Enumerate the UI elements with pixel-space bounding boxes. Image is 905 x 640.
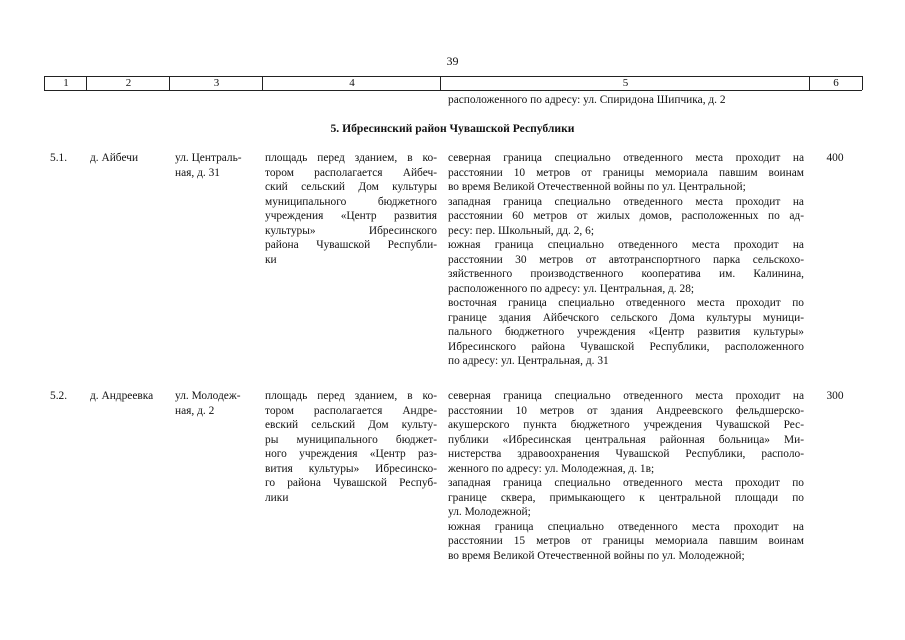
- boundary-line: расстоянии 10 метров от границы мемориала павшим воинам: [448, 166, 804, 179]
- boundary-line: по адресу: ул. Центральная, д. 31: [448, 355, 609, 367]
- boundary-line: во время Великой Отечественной войны по ул. Молодежной;: [448, 549, 745, 562]
- row-number: 5.1.: [50, 152, 68, 164]
- boundary-line: расположенного по адресу: ул. Центральная, д. 28;: [448, 282, 695, 295]
- column-header-3: 3: [169, 76, 263, 90]
- boundary-line: границе здания Айбечского сельского Дома культуры муници-: [448, 311, 804, 324]
- boundary-line: расстоянии 10 метров от здания Андреевского фельдшерско-: [448, 404, 804, 417]
- place-line: площадь перед зданием, в ко-: [265, 152, 437, 164]
- settlement-name: д. Андреевка: [90, 390, 154, 402]
- place-description-cell: [265, 389, 437, 505]
- place-description-cell: [265, 151, 437, 267]
- place-line: лики: [265, 491, 289, 504]
- place-line: района Чувашской Республи-: [265, 239, 437, 251]
- address-cell: [175, 151, 260, 180]
- place-line: го района Чувашской Респуб-: [265, 477, 437, 489]
- place-line: тором располагается Айбеч-: [265, 166, 437, 179]
- boundary-line: Ибресинского района Чувашской Республики, расположенного: [448, 340, 804, 353]
- header-rule-bottom: [44, 90, 862, 91]
- boundary-line: расстоянии 15 метров от границы мемориала павшим воинам: [448, 535, 804, 547]
- place-line: ки: [265, 253, 277, 266]
- boundary-line: южная граница специально отведенного места проходит на: [448, 239, 804, 251]
- place-line: учреждения «Центр развития: [265, 210, 437, 222]
- column-header-6: 6: [809, 76, 863, 90]
- boundary-line: ул. Молодежной;: [448, 506, 531, 518]
- boundary-line: зяйственного производственного кооператива им. Калинина,: [448, 268, 804, 280]
- boundary-line: расстоянии 30 метров от автотранспортного парка сельскохо-: [448, 253, 804, 266]
- boundary-line: публики «Ибресинская центральная районная больница» Ми-: [448, 433, 804, 446]
- boundary-line: женного по адресу: ул. Молодежная, д. 1в;: [448, 462, 655, 475]
- boundary-line: расстоянии 60 метров от жилых домов, расположенных по ад-: [448, 210, 804, 222]
- boundary-line: южная граница специально отведенного места проходит на: [448, 520, 804, 533]
- carryover-text: расположенного по адресу: ул. Спиридона Шипчика, д. 2: [448, 94, 726, 106]
- area-value: 300: [826, 390, 844, 402]
- place-line: культуры» Ибресинского: [265, 224, 437, 237]
- column-header-2: 2: [86, 76, 170, 90]
- address-cell: [175, 389, 260, 418]
- address-line: ная, д. 31: [175, 166, 220, 179]
- address-line: ул. Молодеж-: [175, 390, 241, 402]
- settlement-name: д. Айбечи: [90, 152, 139, 164]
- boundary-line: северная граница специально отведенного места проходит на: [448, 390, 804, 402]
- area-value: 400: [826, 152, 844, 164]
- place-line: ский сельский Дом культуры: [265, 181, 437, 193]
- column-header-4: 4: [262, 76, 441, 90]
- boundary-line: западная граница специально отведенного места проходит по: [448, 477, 804, 489]
- place-line: вития культуры» Ибресинско-: [265, 462, 437, 475]
- column-header-5: 5: [440, 76, 810, 90]
- place-line: евский сельский Дом культу-: [265, 419, 437, 431]
- address-line: ная, д. 2: [175, 404, 215, 417]
- place-line: тором располагается Андре-: [265, 404, 437, 417]
- page-number: 39: [446, 54, 459, 68]
- boundary-line: границе сквера, примыкающего к центральной площади по: [448, 491, 804, 504]
- address-line: ул. Централь-: [175, 152, 242, 164]
- place-line: ного учреждения «Центр раз-: [265, 448, 437, 460]
- boundary-line: акушерского пункта бюджетного учреждения Чувашской Рес-: [448, 419, 804, 431]
- boundary-line: западная граница специально отведенного места проходит на: [448, 195, 804, 208]
- section-title: 5. Ибресинский район Чувашской Республики: [330, 122, 575, 135]
- row-number: 5.2.: [50, 390, 68, 402]
- place-line: площадь перед зданием, в ко-: [265, 390, 437, 402]
- boundary-description-cell: [448, 389, 804, 563]
- column-header-1: 1: [44, 76, 87, 90]
- boundary-line: пального бюджетного учреждения «Центр развития культуры»: [448, 326, 804, 338]
- boundary-line: нистерства здравоохранения Чувашской Республики, располо-: [448, 448, 804, 460]
- boundary-line: северная граница специально отведенного места проходит на: [448, 152, 804, 164]
- boundary-line: во время Великой Отечественной войны по ул. Центральной;: [448, 181, 746, 193]
- boundary-description-cell: [448, 151, 804, 369]
- place-line: муниципального бюджетного: [265, 195, 437, 208]
- boundary-line: восточная граница специально отведенного места проходит по: [448, 297, 804, 309]
- place-line: ры муниципального бюджет-: [265, 433, 437, 446]
- boundary-line: ресу: пер. Школьный, дд. 2, 6;: [448, 224, 594, 237]
